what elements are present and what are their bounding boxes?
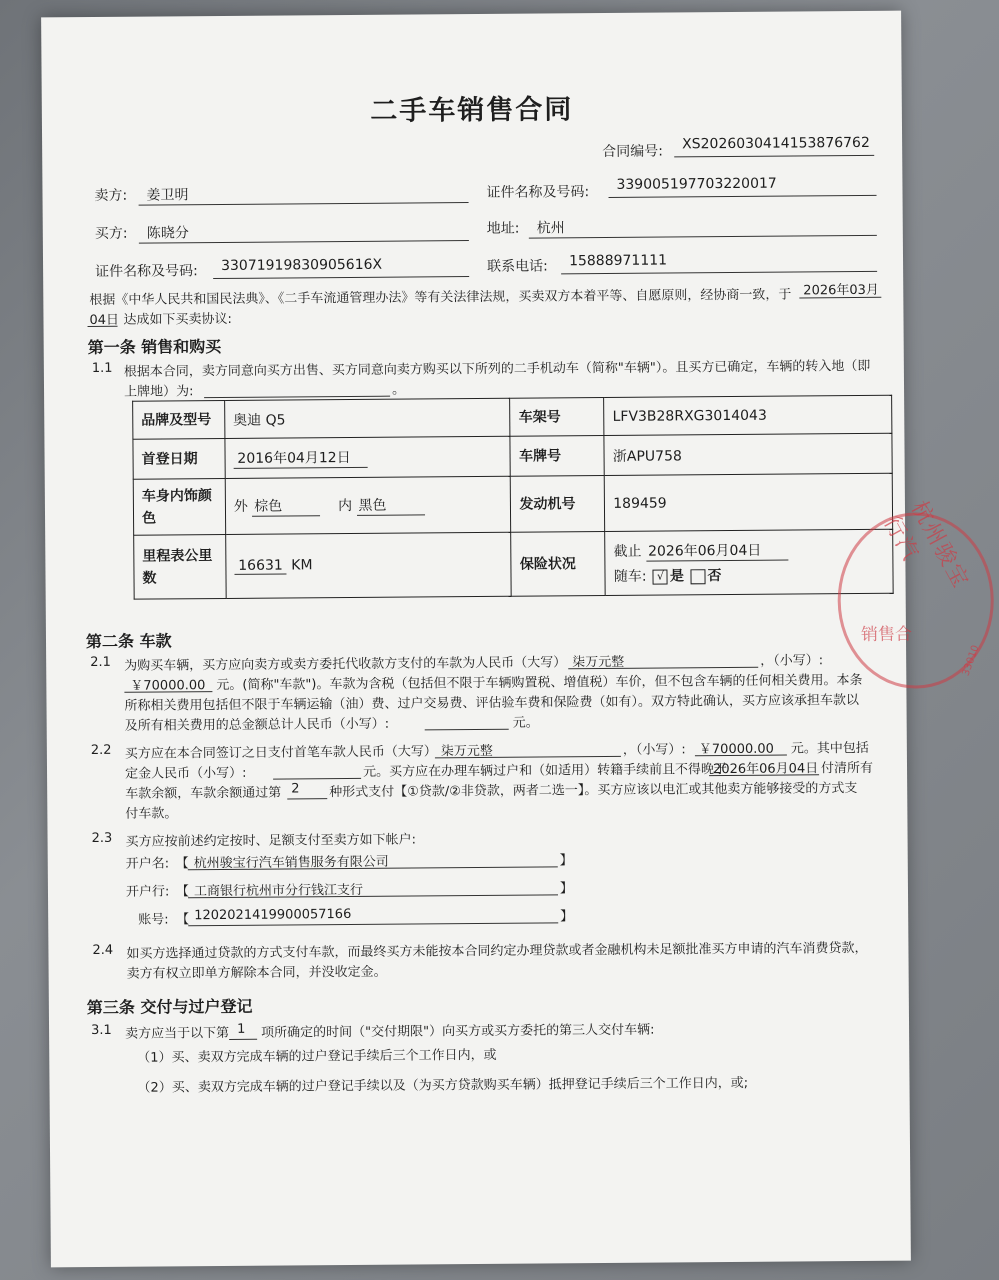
bracket-right: 】 bbox=[560, 909, 574, 925]
reg-date-cell bbox=[225, 436, 511, 478]
first-payment-number: ￥70000.00 bbox=[698, 741, 774, 758]
clause-1-1-text: 根据本合同，卖方同意向买方出售、买方同意向卖方购买以下所列的二手机动车（简称"车辆"）。且买方已确定，车辆的转入地（即 bbox=[123, 358, 871, 380]
bracket-right: 】 bbox=[559, 881, 574, 897]
plate-value: 浙APU758 bbox=[604, 433, 892, 475]
color-label: 车身内饰颜色 bbox=[133, 478, 225, 535]
checkbox-yes[interactable]: √ bbox=[653, 569, 668, 584]
engine-label: 发动机号 bbox=[511, 475, 605, 532]
table-row bbox=[133, 473, 892, 535]
seller-label: 卖方: bbox=[94, 187, 128, 204]
clause-2-2-text-i: 付车款。 bbox=[125, 806, 178, 822]
clause-2-2-text-a: 买方应在本合同签订之日支付首笔车款人民币（大写） bbox=[124, 744, 437, 762]
clause-2-1-text-f: 元。 bbox=[512, 715, 539, 731]
contract-page bbox=[41, 11, 982, 1268]
intro-date-b: 04日 bbox=[89, 312, 120, 329]
intro-date-a: 2026年03月 bbox=[803, 282, 879, 299]
clause-2-2-text-h: 种形式支付【①贷款/②非贷款，两者二选一】。买方应该以电汇或其他卖方能够接受的方式支 bbox=[329, 781, 858, 801]
clause-2-2-text-d: 定金人民币（小写）: bbox=[124, 765, 247, 782]
clause-2-4-number: 2.4 bbox=[92, 942, 114, 959]
buyer-address-value: 杭州 bbox=[536, 220, 565, 237]
clause-1-1-end: 。 bbox=[391, 382, 406, 398]
clause-2-1-text-b: ，（小写）: bbox=[760, 653, 824, 669]
clause-2-2-text-g: 车款余额，车款余额通过第 bbox=[125, 785, 282, 802]
account-number-label: 账号: bbox=[138, 912, 169, 928]
brand-value: 奥迪 Q5 bbox=[224, 398, 510, 438]
insurance-date: 2026年06月04日 bbox=[646, 540, 788, 562]
account-name-value: 杭州骏宝行汽车销售服务有限公司 bbox=[193, 854, 389, 872]
intro-text-2: 达成如下买卖协议: bbox=[123, 311, 232, 328]
checkbox-no[interactable] bbox=[690, 569, 705, 584]
seal-code: 33010 bbox=[960, 643, 982, 678]
first-payment-chinese: 柒万元整 bbox=[440, 743, 493, 760]
seal-text: 杭州骏宝行汽 bbox=[878, 497, 974, 594]
phone-value: 15888971111 bbox=[568, 252, 668, 270]
no-label: 否 bbox=[707, 568, 722, 585]
clause-2-3-text: 买方应按前述约定按时、足额支付至卖方如下帐户: bbox=[125, 832, 417, 850]
phone-label: 联系电话: bbox=[487, 258, 548, 275]
table-row bbox=[133, 433, 892, 479]
vehicle-info-table bbox=[132, 395, 894, 600]
seller-id-value: 339005197703220017 bbox=[616, 175, 777, 193]
contract-no-value: XS2026030414153876762 bbox=[682, 134, 870, 153]
reg-date-label: 首登日期 bbox=[133, 438, 225, 479]
mileage-label: 里程表公里数 bbox=[134, 534, 226, 599]
engine-value: 189459 bbox=[605, 473, 893, 531]
mileage-value: 16631 bbox=[234, 557, 287, 574]
exterior-color: 棕色 bbox=[252, 495, 320, 517]
company-seal bbox=[837, 497, 994, 689]
clause-2-1-number: 2.1 bbox=[90, 654, 111, 671]
clause-3-1-text-b: 项所确定的时间（"交付期限"）向买方或买方委托的第三人交付车辆: bbox=[261, 1022, 655, 1041]
clause-1-1-number: 1.1 bbox=[91, 360, 113, 377]
seller-name: 姜卫明 bbox=[146, 187, 189, 204]
seller-id-label: 证件名称及号码: bbox=[486, 184, 590, 201]
clause-2-1-text-c: 元。(简称"车款")。车款为含税（包括但不限于车辆购置税、增值税）车价，但不包含车辆的任何相关费用。本条 bbox=[216, 672, 863, 694]
clause-2-3-number: 2.3 bbox=[91, 830, 113, 847]
vin-label: 车架号 bbox=[510, 397, 604, 436]
buyer-name: 陈晓分 bbox=[146, 225, 189, 242]
delivery-option-1: （1）买、卖双方完成车辆的过户登记手续后三个工作日内，或 bbox=[137, 1047, 497, 1066]
interior-color: 黑色 bbox=[356, 494, 424, 516]
mileage-unit: KM bbox=[291, 557, 313, 574]
clause-2-2-text-f: 付清所有 bbox=[820, 760, 874, 777]
pay-method: 2 bbox=[291, 781, 300, 797]
bank-value: 工商银行杭州市分行钱江支行 bbox=[193, 882, 364, 900]
clause-3-1-text-a: 卖方应当于以下第 bbox=[125, 1025, 230, 1042]
reg-date-value: 2016年04月12日 bbox=[233, 447, 367, 469]
clause-2-2-text-c: 元。其中包括 bbox=[790, 740, 869, 757]
price-chinese: 柒万元整 bbox=[572, 654, 625, 671]
delivery-option-2: （2）买、卖双方完成车辆的过户登记手续以及（为买方贷款购买车辆）抵押登记手续后三个工作日内，或; bbox=[137, 1075, 749, 1096]
buyer-address-label: 地址: bbox=[486, 220, 520, 237]
exterior-prefix: 外 bbox=[233, 498, 248, 515]
plate-label: 车牌号 bbox=[510, 435, 604, 476]
brand-label: 品牌及型号 bbox=[133, 400, 225, 439]
table-row bbox=[134, 529, 893, 599]
with-car-label: 随车: bbox=[613, 568, 647, 585]
clause-2-2-text-b: ，（小写）: bbox=[622, 742, 686, 758]
buyer-id-value: 33071919830905616X bbox=[220, 256, 383, 274]
mileage-cell bbox=[225, 532, 511, 598]
clause-2-2-number: 2.2 bbox=[90, 742, 112, 759]
article-1-heading: 第一条 销售和购买 bbox=[87, 336, 222, 358]
bracket-left: 【 bbox=[175, 856, 189, 872]
contract-no-label: 合同编号: bbox=[602, 143, 663, 160]
clause-2-2-text-e: 元。买方应在办理车辆过户和（如适用）转籍手续前且不得晚于 bbox=[362, 762, 728, 780]
clause-1-1-text-2: 上牌地）为: bbox=[123, 384, 194, 400]
insurance-prefix: 截止 bbox=[613, 543, 642, 560]
delivery-option: 1 bbox=[236, 1021, 246, 1037]
pay-deadline: 2026年06月04日 bbox=[712, 761, 819, 778]
buyer-label: 买方: bbox=[94, 225, 128, 242]
clause-2-1-text-a: 为购买车辆，买方应向卖方或卖方委托代收款方支付的车款为人民币（大写） bbox=[124, 655, 567, 674]
interior-prefix: 内 bbox=[337, 497, 353, 515]
clause-2-1-text-d: 所称相关费用包括但不限于车辆运输（油）费、过户交易费、评估验车费和保险费（如有）。双方特此确认，买方应该承担车款以 bbox=[124, 692, 860, 714]
bank-label: 开户行: bbox=[125, 884, 170, 900]
account-number-value: 1202021419900057166 bbox=[194, 906, 352, 924]
bracket-left: 【 bbox=[176, 912, 190, 928]
seal-text: 销售合 bbox=[860, 624, 913, 645]
account-name-label: 开户名: bbox=[125, 856, 170, 872]
intro-text: 根据《中华人民共和国民法典》、《二手车流通管理办法》等有关法律法规，买卖双方本着平等、自愿原则，经协商一致，于 bbox=[89, 287, 792, 309]
vin-value: LFV3B28RXG3014043 bbox=[604, 395, 892, 435]
clause-2-4-text-a: 如买方选择通过贷款的方式支付车款，而最终买方未能按本合同约定办理贷款或者金融机构未足额批准买方申请的汽车消费贷款， bbox=[126, 940, 868, 962]
clause-3-1-number: 3.1 bbox=[91, 1022, 112, 1039]
table-row bbox=[133, 395, 892, 439]
bracket-right: 】 bbox=[559, 853, 573, 869]
clause-2-4-text-b: 卖方有权立即单方解除本合同，并没收定金。 bbox=[126, 964, 387, 982]
color-cell bbox=[225, 476, 511, 534]
page-title: 二手车销售合同 bbox=[370, 94, 574, 127]
article-3-heading: 第三条 交付与过户登记 bbox=[86, 996, 253, 1018]
clause-2-1-text-e: 及所有相关费用的总金额总计人民币（小写）: bbox=[124, 716, 390, 734]
insurance-label: 保险状况 bbox=[511, 531, 605, 596]
bracket-left: 【 bbox=[175, 884, 190, 900]
article-2-heading: 第二条 车款 bbox=[85, 631, 172, 652]
yes-label: 是 bbox=[669, 568, 685, 585]
buyer-id-label: 证件名称及号码: bbox=[95, 263, 198, 280]
price-number: ￥70000.00 bbox=[130, 678, 206, 694]
